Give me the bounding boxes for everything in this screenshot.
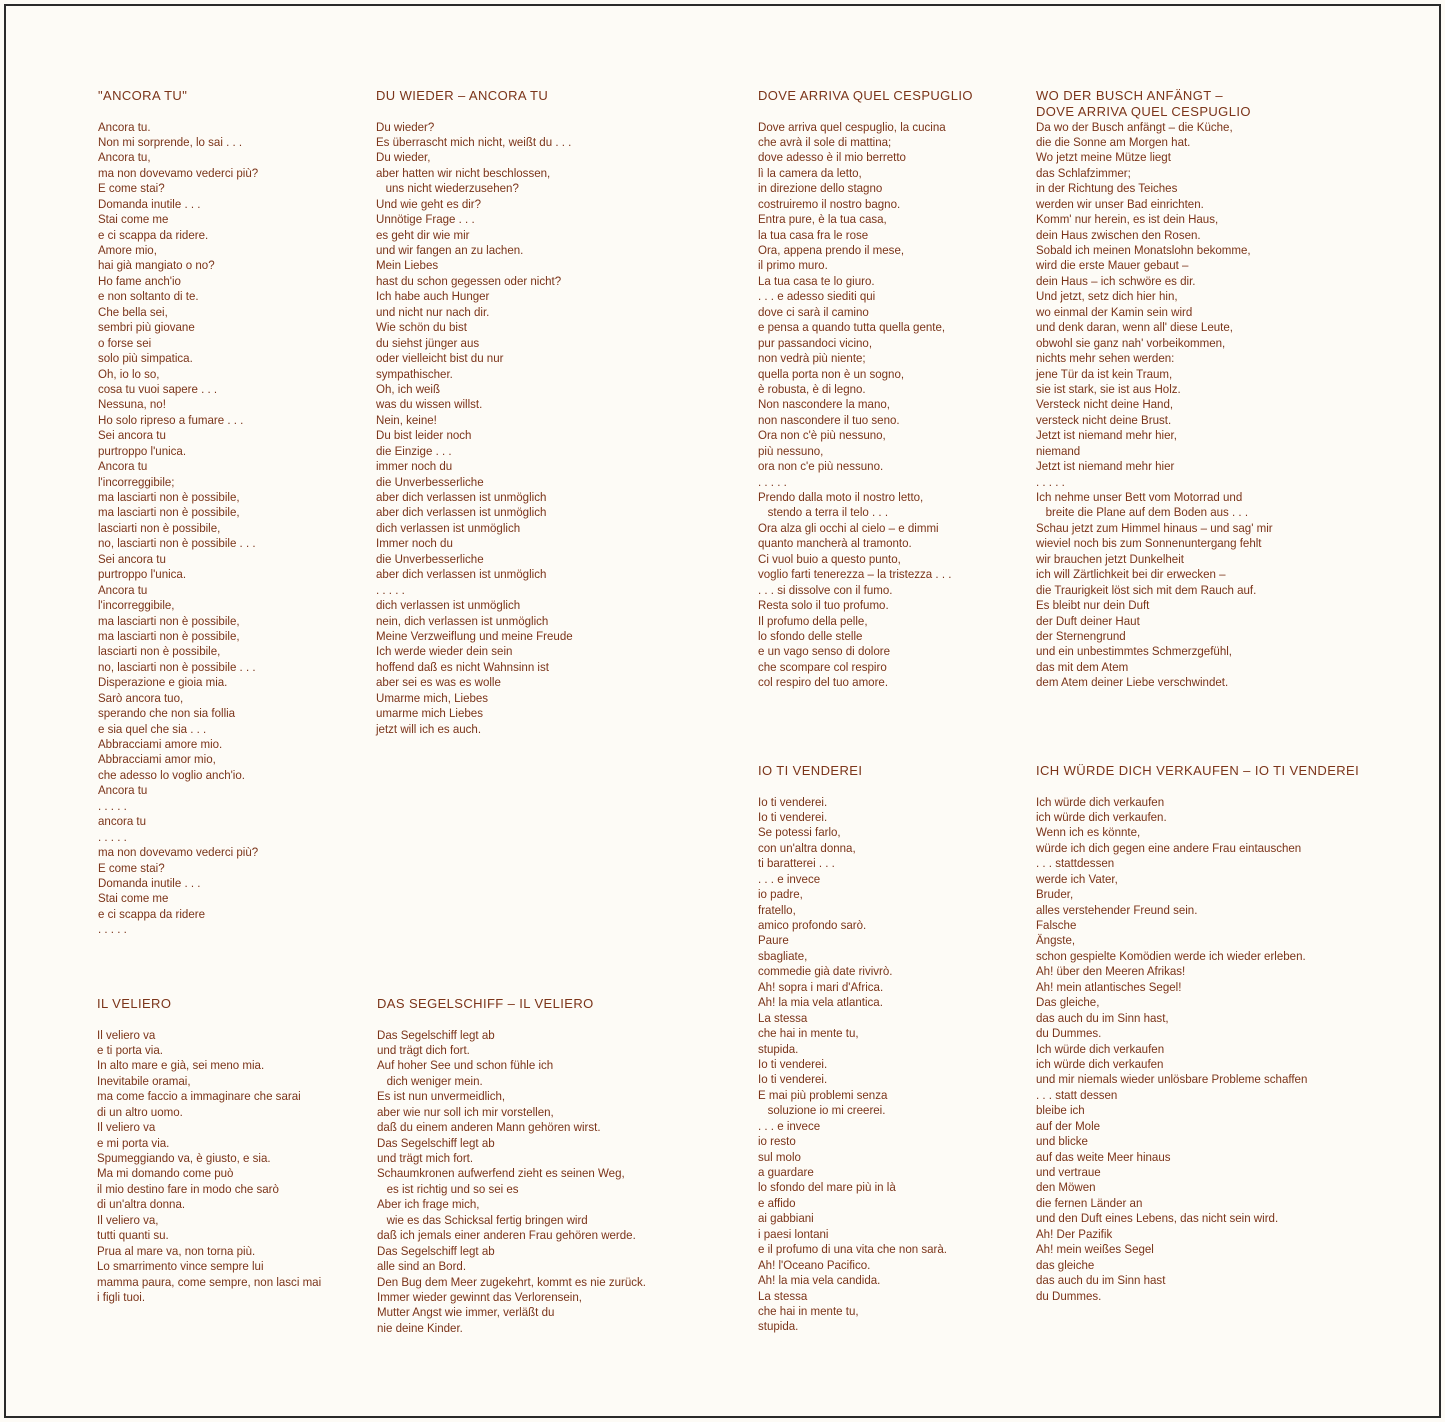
lyric-line: tutti quanti su. xyxy=(97,1228,169,1243)
lyric-line: Ich werde wieder dein sein xyxy=(376,644,513,659)
lyric-line: sembri più giovane xyxy=(98,320,195,335)
lyric-line: ich will Zärtlichkeit bei dir erwecken – xyxy=(1036,567,1226,582)
lyric-line: i figli tuoi. xyxy=(97,1289,146,1304)
lyric-line: die Unverbesserliche xyxy=(376,474,484,489)
lyric-line: La tua casa te lo giuro. xyxy=(758,273,875,288)
lyric-line: niemand xyxy=(1036,443,1081,458)
lyric-line: aber hatten wir nicht beschlossen, xyxy=(376,165,551,180)
song-lyrics xyxy=(758,795,1000,1335)
lyric-line: quanto mancherà al tramonto. xyxy=(758,536,912,551)
lyric-line: Immer noch du xyxy=(376,536,453,551)
song-lyrics xyxy=(1036,120,1343,691)
lyric-line: dem Atem deiner Liebe verschwindet. xyxy=(1036,675,1229,690)
lyric-line: in direzione dello stagno xyxy=(758,181,883,196)
lyric-line: l'incorreggibile; xyxy=(98,474,175,489)
lyric-line: die Unverbesserliche xyxy=(376,551,484,566)
lyric-line: Ci vuol buio a questo punto, xyxy=(758,551,901,566)
lyric-line: das mit dem Atem xyxy=(1036,659,1129,674)
lyric-line: Da wo der Busch anfängt – die Küche, xyxy=(1036,119,1233,134)
lyric-line: e ci scappa da ridere. xyxy=(98,227,209,242)
lyric-line: e un vago senso di dolore xyxy=(758,644,890,659)
lyric-line: du siehst jünger aus xyxy=(376,335,480,350)
lyric-line: der Duft deiner Haut xyxy=(1036,613,1140,628)
lyric-line: und vertraue xyxy=(1036,1165,1101,1179)
lyric-line: wie es das Schicksal fertig bringen wird xyxy=(377,1212,588,1227)
lyric-line: Abbracciami amor mio, xyxy=(98,752,216,767)
lyric-line: purtroppo l'unica. xyxy=(98,443,187,458)
lyric-line: ora non c'e più nessuno. xyxy=(758,459,884,474)
lyric-line: hoffend daß es nicht Wahnsinn ist xyxy=(376,659,549,674)
lyric-line: pur passandoci vicino, xyxy=(758,335,873,350)
lyric-line: Sobald ich meinen Monatslohn bekomme, xyxy=(1036,243,1251,257)
lyric-line: Ich würde dich verkaufen xyxy=(1036,794,1165,809)
lyric-line: ma lasciarti non è possibile, xyxy=(98,505,240,520)
lyric-line: und denk daran, wenn all' diese Leute, xyxy=(1036,320,1233,335)
lyric-line: lì la camera da letto, xyxy=(758,165,862,180)
lyric-line: Non mi sorprende, lo sai . . . xyxy=(98,134,243,149)
lyric-line: sul molo xyxy=(758,1149,801,1164)
lyric-line: stupida. xyxy=(758,1319,799,1334)
lyric-line: Sei ancora tu xyxy=(98,428,166,443)
lyric-line: col respiro del tuo amore. xyxy=(758,675,889,690)
lyric-line: und wir fangen an zu lachen. xyxy=(376,243,524,257)
lyric-line: Ah! mein weißes Segel xyxy=(1036,1242,1154,1257)
lyric-line: der Sternengrund xyxy=(1036,628,1126,643)
lyric-line: Wo jetzt meine Mütze liegt xyxy=(1036,150,1171,165)
lyric-line: Non nascondere la mano, xyxy=(758,397,890,412)
song-lyrics xyxy=(98,120,331,938)
lyric-line: . . . e adesso siediti qui xyxy=(758,289,876,304)
lyric-line: Oh, ich weiß xyxy=(376,381,441,396)
lyric-line: Ho solo ripreso a fumare . . . xyxy=(98,412,244,427)
lyric-line: alles verstehender Freund sein. xyxy=(1036,902,1198,917)
lyric-line: e ci scappa da ridere xyxy=(98,906,205,921)
lyric-line: dich weniger mein. xyxy=(377,1073,483,1088)
lyric-line: Paure xyxy=(758,933,789,948)
lyric-line: Es überrascht mich nicht, weißt du . . . xyxy=(376,134,572,149)
lyric-line: breite die Plane auf dem Boden aus . . . xyxy=(1036,505,1249,520)
lyric-line: wieviel noch bis zum Sonnenuntergang fehlt xyxy=(1036,536,1262,551)
lyric-line: Ah! über den Meeren Afrikas! xyxy=(1036,964,1186,979)
lyric-line: Ancora tu, xyxy=(98,150,151,165)
lyric-line: nie deine Kinder. xyxy=(377,1320,463,1335)
lyric-line: Ancora tu. xyxy=(98,119,151,134)
lyric-line: l'incorreggibile, xyxy=(98,598,175,613)
lyric-line: oder vielleicht bist du nur xyxy=(376,351,504,366)
lyric-line: nein, dich verlassen ist unmöglich xyxy=(376,613,549,628)
lyric-line: nichts mehr sehen werden: xyxy=(1036,351,1175,366)
lyric-line: Sarò ancora tuo, xyxy=(98,690,184,705)
lyric-line: Ancora tu xyxy=(98,459,148,474)
lyric-line: e mi porta via. xyxy=(97,1135,170,1150)
lyric-line: Das Segelschiff legt ab xyxy=(377,1243,495,1258)
lyric-line: auf das weite Meer hinaus xyxy=(1036,1149,1171,1164)
lyric-line: che adesso lo voglio anch'io. xyxy=(98,767,245,782)
lyric-line: il mio destino fare in modo che sarò xyxy=(97,1181,279,1196)
lyric-line: uns nicht wiederzusehen? xyxy=(376,181,519,196)
song-ancora-tu-de xyxy=(376,88,676,737)
lyric-line: jetzt will ich es auch. xyxy=(376,721,482,736)
lyric-line: Ich nehme unser Bett vom Motorrad und xyxy=(1036,490,1243,504)
lyric-line: die Traurigkeit löst sich mit dem Rauch auf. xyxy=(1036,582,1257,597)
lyric-line: würde ich dich gegen eine andere Frau eintauschen xyxy=(1036,840,1302,855)
lyric-line: alle sind an Bord. xyxy=(377,1259,467,1274)
lyric-line: Ora alza gli occhi al cielo – e dimmi xyxy=(758,520,939,535)
lyric-line: . . . . . xyxy=(1036,474,1065,489)
lyric-line: wird die erste Mauer gebaut – xyxy=(1036,258,1189,273)
song-title: IO TI VENDEREI xyxy=(758,763,863,778)
lyric-line: die fernen Länder an xyxy=(1036,1195,1143,1210)
lyric-line: du Dummes. xyxy=(1036,1026,1102,1041)
song-lyrics xyxy=(376,120,655,738)
lyric-line: In alto mare e già, sei meno mia. xyxy=(97,1058,265,1073)
lyric-line: amico profondo sarò. xyxy=(758,918,867,932)
lyric-line: La stessa xyxy=(758,1288,808,1303)
lyric-line: no, lasciarti non è possibile . . . xyxy=(98,659,256,674)
lyric-line: dove adesso è il mio berretto xyxy=(758,150,906,165)
lyric-line: ma lasciarti non è possibile, xyxy=(98,628,240,643)
lyric-line: Se potessi farlo, xyxy=(758,825,841,840)
lyric-line: werden wir unser Bad einrichten. xyxy=(1036,196,1204,211)
lyric-line: i paesi lontani xyxy=(758,1226,829,1241)
lyric-line: umarme mich Liebes xyxy=(376,706,483,721)
lyric-line: e affido xyxy=(758,1195,796,1210)
lyric-line: Jetzt ist niemand mehr hier, xyxy=(1036,428,1177,443)
lyric-line: non vedrà più niente; xyxy=(758,351,866,366)
lyric-line: Schau jetzt zum Himmel hinaus – und sag' mir xyxy=(1036,520,1273,535)
lyric-line: sie ist stark, sie ist aus Holz. xyxy=(1036,381,1181,396)
lyric-line: di un'altra donna. xyxy=(97,1197,186,1212)
lyric-line: ai gabbiani xyxy=(758,1211,814,1226)
song-lyrics xyxy=(97,1028,339,1306)
lyric-line: obwohl sie ganz nah' vorbeikommen, xyxy=(1036,335,1226,350)
lyric-line: io resto xyxy=(758,1134,796,1149)
lyric-line: Bruder, xyxy=(1036,887,1074,902)
lyric-line: ich würde dich verkaufen. xyxy=(1036,809,1167,824)
lyric-line: Ah! Der Pazifik xyxy=(1036,1226,1113,1241)
song-title: DAS SEGELSCHIFF – IL VELIERO xyxy=(377,996,594,1011)
lyric-line: sperando che non sia follia xyxy=(98,706,236,721)
lyric-line: Wie schön du bist xyxy=(376,320,467,335)
lyric-line: Ancora tu xyxy=(98,582,148,597)
lyric-line: Stai come me xyxy=(98,891,169,906)
song-lyrics xyxy=(758,120,1000,691)
lyric-line: jene Tür da ist kein Traum, xyxy=(1036,366,1173,381)
lyric-line: lasciarti non è possibile, xyxy=(98,644,221,659)
lyric-line: dich verlassen ist unmöglich xyxy=(376,520,521,535)
lyric-line: è robusta, è di legno. xyxy=(758,381,866,396)
lyric-line: Den Bug dem Meer zugekehrt, kommt es nie zurück. xyxy=(377,1274,647,1289)
lyric-line: es ist richtig und so sei es xyxy=(377,1181,519,1196)
lyric-line: daß du einem anderen Mann gehören wirst. xyxy=(377,1120,601,1135)
lyric-line: Das Segelschiff legt ab xyxy=(377,1027,495,1042)
lyric-line: la tua casa fra le rose xyxy=(758,227,869,242)
lyric-line: Ma mi domando come può xyxy=(97,1166,234,1181)
lyric-line: Mein Liebes xyxy=(376,258,439,273)
song-ancora-tu-it xyxy=(98,88,348,938)
lyric-line: den Möwen xyxy=(1036,1180,1096,1195)
lyric-line: o forse sei xyxy=(98,335,152,350)
lyric-line: Io ti venderei. xyxy=(758,809,828,824)
lyric-line: dove ci sarà il camino xyxy=(758,304,869,319)
lyric-line: Ora, appena prendo il mese, xyxy=(758,243,905,257)
lyric-line: Ho fame anch'io xyxy=(98,273,181,288)
lyric-line: . . . . . xyxy=(758,474,787,489)
lyric-line: Domanda inutile . . . xyxy=(98,196,201,211)
lyric-line: Und wie geht es dir? xyxy=(376,196,482,211)
song-cespuglio-it xyxy=(758,88,1018,691)
lyric-line: Wenn ich es könnte, xyxy=(1036,825,1141,840)
lyric-line: Jetzt ist niemand mehr hier xyxy=(1036,459,1175,474)
lyric-line: . . . statt dessen xyxy=(1036,1087,1118,1102)
lyric-line: e il profumo di una vita che non sarà. xyxy=(758,1242,947,1257)
lyric-line: hast du schon gegessen oder nicht? xyxy=(376,273,562,288)
lyric-line: schon gespielte Komödien werde ich wieder erleben. xyxy=(1036,948,1306,963)
lyric-line: Ora non c'è più nessuno, xyxy=(758,428,886,443)
lyric-line: a guardare xyxy=(758,1165,814,1179)
lyric-line: Ah! la mia vela atlantica. xyxy=(758,995,883,1010)
song-venderei-it xyxy=(758,763,1018,1335)
lyric-line: . . . . . xyxy=(98,798,127,813)
lyric-line: Das Segelschiff legt ab xyxy=(377,1135,495,1150)
lyric-line: Ich habe auch Hunger xyxy=(376,289,490,304)
lyric-line: die Einzige . . . xyxy=(376,443,452,458)
lyric-line: soluzione io mi creerei. xyxy=(758,1103,886,1118)
lyric-line: Es ist nun unvermeidlich, xyxy=(377,1089,506,1104)
lyric-line: ma lasciarti non è possibile, xyxy=(98,613,240,628)
lyric-line: Il veliero va xyxy=(97,1120,156,1135)
lyric-line: bleibe ich xyxy=(1036,1103,1085,1118)
lyric-line: Abbracciami amore mio. xyxy=(98,737,223,751)
lyric-line: ti baratterei . . . xyxy=(758,856,835,871)
lyric-line: Che bella sei, xyxy=(98,304,168,319)
lyric-line: Ah! sopra i mari d'Africa. xyxy=(758,979,884,994)
lyric-line: das auch du im Sinn hast, xyxy=(1036,1010,1169,1025)
lyric-line: in der Richtung des Teiches xyxy=(1036,181,1178,196)
lyric-line: wo einmal der Kamin sein wird xyxy=(1036,304,1193,319)
lyric-line: La stessa xyxy=(758,1010,808,1025)
song-title: IL VELIERO xyxy=(97,996,172,1011)
lyric-line: Falsche xyxy=(1036,918,1077,932)
lyric-line: das Schlafzimmer; xyxy=(1036,165,1131,180)
lyric-line: Aber ich frage mich, xyxy=(377,1197,480,1212)
lyric-line: ancora tu xyxy=(98,814,147,829)
lyric-line: stupida. xyxy=(758,1041,799,1056)
lyric-line: Amore mio, xyxy=(98,243,157,257)
lyric-line: versteck nicht deine Brust. xyxy=(1036,412,1172,427)
lyric-line: Das gleiche, xyxy=(1036,995,1100,1010)
lyric-line: di un altro uomo. xyxy=(97,1104,183,1119)
lyric-line: . . . . . xyxy=(98,829,127,844)
lyric-line: Nessuna, no! xyxy=(98,397,166,412)
lyric-line: che avrà il sole di mattina; xyxy=(758,134,892,149)
lyric-line: Lo smarrimento vince sempre lui xyxy=(97,1259,264,1274)
lyric-line: Ah! l'Oceano Pacifico. xyxy=(758,1257,871,1272)
lyric-line: E mai più problemi senza xyxy=(758,1087,888,1102)
lyric-line: wir brauchen jetzt Dunkelheit xyxy=(1036,551,1184,566)
lyric-line: mamma paura, come sempre, non lasci mai xyxy=(97,1274,322,1289)
lyric-line: Meine Verzweiflung und meine Freude xyxy=(376,628,573,643)
lyric-line: Unnötige Frage . . . xyxy=(376,212,475,227)
lyric-line: ma come faccio a immaginare che sarai xyxy=(97,1089,301,1104)
lyric-line: Versteck nicht deine Hand, xyxy=(1036,397,1174,412)
lyric-line: sympathischer. xyxy=(376,366,453,381)
lyric-line: Resta solo il tuo profumo. xyxy=(758,598,889,613)
lyric-line: cosa tu vuoi sapere . . . xyxy=(98,381,218,396)
lyric-line: Umarme mich, Liebes xyxy=(376,690,489,705)
lyric-line: E come stai? xyxy=(98,860,165,875)
lyric-line: Oh, io lo so, xyxy=(98,366,160,381)
lyric-line: ma non dovevamo vederci più? xyxy=(98,845,259,860)
song-title: DOVE ARRIVA QUEL CESPUGLIO xyxy=(758,88,973,103)
lyric-line: aber dich verlassen ist unmöglich xyxy=(376,567,547,582)
lyric-line: ma lasciarti non è possibile, xyxy=(98,490,240,504)
lyric-line: purtroppo l'unica. xyxy=(98,567,187,582)
lyric-line: aber dich verlassen ist unmöglich xyxy=(376,490,547,504)
lyric-line: . . . stattdessen xyxy=(1036,856,1115,871)
lyric-line: Ah! mein atlantisches Segel! xyxy=(1036,979,1182,994)
lyric-line: hai già mangiato o no? xyxy=(98,258,215,273)
lyric-line: Auf hoher See und schon fühle ich xyxy=(377,1058,554,1073)
lyric-line: aber wie nur soll ich mir vorstellen, xyxy=(377,1104,554,1119)
lyric-line: Io ti venderei. xyxy=(758,1056,828,1071)
song-title: ICH WÜRDE DICH VERKAUFEN – IO TI VENDEREI xyxy=(1036,763,1360,778)
lyric-line: che scompare col respiro xyxy=(758,659,887,674)
lyric-line: Disperazione e gioia mia. xyxy=(98,675,228,690)
lyric-line: aber dich verlassen ist unmöglich xyxy=(376,505,547,520)
lyric-line: . . . e invece xyxy=(758,871,821,886)
lyric-line: Ängste, xyxy=(1036,933,1076,948)
lyric-line: . . . . . xyxy=(376,582,405,597)
lyric-line: commedie già date rivivrò. xyxy=(758,964,893,979)
lyric-line: Prua al mare va, non torna più. xyxy=(97,1243,256,1258)
lyric-line: Ich würde dich verkaufen xyxy=(1036,1041,1165,1056)
lyric-line: dein Haus zwischen den Rosen. xyxy=(1036,227,1201,242)
lyric-line: ich würde dich verkaufen xyxy=(1036,1056,1164,1071)
lyric-line: Du wieder, xyxy=(376,150,431,165)
lyric-line: und mir niemals wieder unlösbare Probleme schaffen xyxy=(1036,1072,1308,1087)
lyric-line: no, lasciarti non è possibile . . . xyxy=(98,536,256,551)
lyric-line: stendo a terra il telo . . . xyxy=(758,505,889,520)
song-title: "ANCORA TU" xyxy=(98,88,188,103)
lyric-line: fratello, xyxy=(758,902,796,917)
lyric-line: du Dummes. xyxy=(1036,1288,1102,1303)
lyric-line: Ah! la mia vela candida. xyxy=(758,1273,881,1288)
lyric-line: Dove arriva quel cespuglio, la cucina xyxy=(758,119,946,134)
lyric-line: und trägt dich fort. xyxy=(377,1042,470,1057)
lyric-line: sbagliate, xyxy=(758,948,808,963)
lyric-line: solo più simpatica. xyxy=(98,351,193,366)
lyric-line: . . . si dissolve con il fumo. xyxy=(758,582,893,597)
song-title: WO DER BUSCH ANFÄNGT – DOVE ARRIVA QUEL CESPUGLIO xyxy=(1036,88,1251,119)
lyric-line: immer noch du xyxy=(376,459,453,474)
lyric-line: e ti porta via. xyxy=(97,1042,163,1057)
lyric-line: Prendo dalla moto il nostro letto, xyxy=(758,490,924,504)
lyric-line: . . . e invece xyxy=(758,1118,821,1133)
lyric-line: Spumeggiando va, è giusto, e sia. xyxy=(97,1151,271,1165)
lyric-line: e pensa a quando tutta quella gente, xyxy=(758,320,946,335)
lyric-line: costruiremo il nostro bagno. xyxy=(758,196,901,211)
lyric-line: e non soltanto di te. xyxy=(98,289,199,304)
lyric-line: . . . . . xyxy=(98,922,127,937)
song-title: DU WIEDER – ANCORA TU xyxy=(376,88,549,103)
lyric-line: das auch du im Sinn hast xyxy=(1036,1273,1166,1288)
song-veliero-it xyxy=(97,996,357,1305)
song-venderei-de xyxy=(1036,763,1396,1304)
lyric-line: Es bleibt nur dein Duft xyxy=(1036,598,1150,613)
lyric-line: quella porta non è un sogno, xyxy=(758,366,905,381)
lyric-line: und trägt mich fort. xyxy=(377,1151,474,1165)
lyric-line: werde ich Vater, xyxy=(1036,871,1118,886)
lyric-line: Nein, keine! xyxy=(376,412,437,427)
lyric-line: voglio farti tenerezza – la tristezza . . . xyxy=(758,567,952,582)
lyric-line: daß ich jemals einer anderen Frau gehören werde. xyxy=(377,1228,636,1243)
lyric-line: che hai in mente tu, xyxy=(758,1026,859,1041)
lyric-line: Mutter Angst wie immer, verläßt du xyxy=(377,1305,555,1320)
lyric-line: Stai come me xyxy=(98,212,169,227)
lyric-line: Io ti venderei. xyxy=(758,794,828,809)
lyric-line: Sei ancora tu xyxy=(98,551,166,566)
lyric-line: die die Sonne am Morgen hat. xyxy=(1036,134,1191,149)
lyric-line: ma non dovevamo vederci più? xyxy=(98,165,259,180)
lyric-line: Und jetzt, setz dich hier hin, xyxy=(1036,289,1178,304)
lyric-line: il primo muro. xyxy=(758,258,828,273)
lyric-line: es geht dir wie mir xyxy=(376,227,470,242)
lyric-line: Ancora tu xyxy=(98,783,148,798)
lyric-line: lo sfondo delle stelle xyxy=(758,628,863,643)
lyric-line: das gleiche xyxy=(1036,1257,1095,1272)
lyric-line: und ein unbestimmtes Schmerzgefühl, xyxy=(1036,644,1232,659)
lyric-line: lo sfondo del mare più in là xyxy=(758,1180,896,1195)
song-cespuglio-de xyxy=(1036,88,1366,691)
lyric-line: Immer wieder gewinnt das Verlorensein, xyxy=(377,1289,582,1304)
lyric-line: was du wissen willst. xyxy=(376,397,483,412)
song-lyrics xyxy=(1036,795,1371,1304)
lyric-line: Inevitabile oramai, xyxy=(97,1073,191,1088)
lyric-line: E come stai? xyxy=(98,181,165,196)
lyric-line: lasciarti non è possibile, xyxy=(98,520,221,535)
lyric-line: Il veliero va, xyxy=(97,1212,159,1227)
lyric-line: non nascondere il tuo seno. xyxy=(758,412,900,427)
lyric-line: Entra pure, è la tua casa, xyxy=(758,212,887,227)
lyric-line: dich verlassen ist unmöglich xyxy=(376,598,521,613)
lyric-line: Du bist leider noch xyxy=(376,428,472,443)
song-veliero-de xyxy=(377,996,697,1336)
song-lyrics xyxy=(377,1028,675,1337)
lyric-line: dein Haus – ich schwöre es dir. xyxy=(1036,273,1196,288)
lyric-line: Io ti venderei. xyxy=(758,1072,828,1087)
lyric-line: und nicht nur nach dir. xyxy=(376,304,490,319)
lyric-line: Du wieder? xyxy=(376,119,435,134)
lyric-line: con un'altra donna, xyxy=(758,840,856,855)
lyric-line: Il veliero va xyxy=(97,1027,156,1042)
lyric-line: Domanda inutile . . . xyxy=(98,875,201,890)
lyric-line: und blicke xyxy=(1036,1134,1088,1149)
lyric-line: e sia quel che sia . . . xyxy=(98,721,207,736)
lyric-line: Komm' nur herein, es ist dein Haus, xyxy=(1036,212,1219,227)
lyric-line: aber sei es was es wolle xyxy=(376,675,501,690)
lyric-line: più nessuno, xyxy=(758,443,824,458)
lyric-line: io padre, xyxy=(758,887,803,902)
lyric-line: che hai in mente tu, xyxy=(758,1303,859,1318)
lyric-line: Il profumo della pelle, xyxy=(758,613,868,628)
lyric-line: und den Duft eines Lebens, das nicht sein wird. xyxy=(1036,1211,1279,1226)
lyric-line: auf der Mole xyxy=(1036,1118,1101,1133)
lyric-line: Schaumkronen aufwerfend zieht es seinen Weg, xyxy=(377,1166,625,1181)
